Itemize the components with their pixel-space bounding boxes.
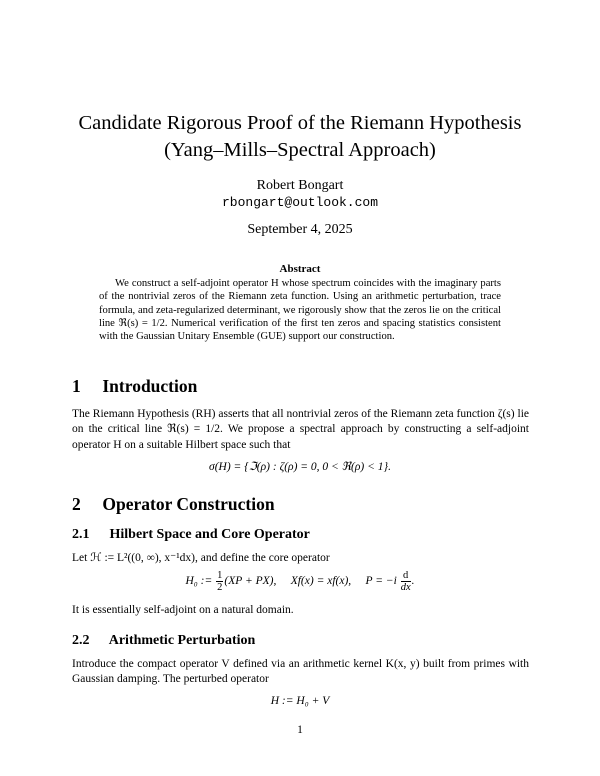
section-title: Introduction	[102, 376, 198, 396]
fraction-numerator: 1	[217, 570, 223, 581]
self-adjoint-remark: It is essentially self-adjoint on a natural domain.	[72, 604, 294, 616]
title-line-1: Candidate Rigorous Proof of the Riemann Hypothesis	[78, 112, 522, 134]
derivative-denominator: dx	[400, 582, 411, 593]
abstract-heading: Abstract	[279, 263, 321, 275]
paper-date: September 4, 2025	[247, 222, 353, 237]
derivative-fraction	[401, 570, 411, 593]
title-line-2: (Yang–Mills–Spectral Approach)	[164, 139, 436, 161]
section-number: 1	[72, 376, 81, 396]
section-number: 2	[72, 494, 81, 514]
author-block	[0, 177, 600, 211]
subsection-title: Arithmetic Perturbation	[108, 633, 256, 648]
paper-title	[0, 110, 600, 164]
section-heading-operator-construction	[72, 494, 275, 515]
arithmetic-perturbation-paragraph: Introduce the compact operator V defined via an arithmetic kernel K(x, y) built from primes with Gaussian damping. The perturbed operator	[72, 658, 529, 686]
introduction-paragraph: The Riemann Hypothesis (RH) asserts that all nontrivial zeros of the Riemann zeta function ζ(s) lie on the critical line ℜ(s) = 1/2. We propose a spectral approach by constructing a self-adjoint operator H on a suitable Hilbert space such that	[72, 408, 529, 451]
equation-end: .	[411, 575, 415, 588]
subsection-number: 2.1	[72, 527, 90, 542]
derivative-numerator: d	[401, 570, 411, 582]
one-half-fraction	[216, 570, 223, 593]
subsection-title: Hilbert Space and Core Operator	[109, 527, 310, 542]
page-number: 1	[297, 724, 303, 736]
subsection-heading-hilbert-space	[72, 527, 310, 543]
equation-middle: (XP + PX), Xf(x) = xf(x), P = −i	[224, 575, 397, 588]
author-email: rbongart@outlook.com	[221, 195, 379, 210]
subsection-number: 2.2	[72, 633, 90, 648]
section-title: Operator Construction	[102, 494, 275, 514]
core-operator-equation	[0, 570, 600, 593]
section-heading-introduction	[72, 376, 197, 397]
author-name: Robert Bongart	[256, 178, 344, 193]
spectrum-equation: σ(H) = {ℑ(ρ) : ζ(ρ) = 0, 0 < ℜ(ρ) < 1}.	[209, 461, 391, 473]
equation-lhs: H₀ :=	[185, 575, 213, 588]
hilbert-space-intro: Let ℋ := L²((0, ∞), x⁻¹dx), and define the core operator	[72, 552, 330, 564]
abstract-text: We construct a self-adjoint operator H whose spectrum coincides with the imaginary parts of the nontrivial zeros of the Riemann zeta function. Using an arithmetic perturbation, trace formula, and zeta-regularized determinant, we rigorously show that the zeros lie on the critical line ℜ(s) = 1/2. Numerical verification of the first ten zeros and spacing statistics consistent with the Gaussian Unitary Ensemble (GUE) support our construction.	[99, 278, 501, 343]
perturbed-operator-equation: H := H₀ + V	[270, 695, 330, 707]
subsection-heading-arithmetic-perturbation	[72, 633, 255, 649]
fraction-denominator: 2	[217, 582, 223, 593]
